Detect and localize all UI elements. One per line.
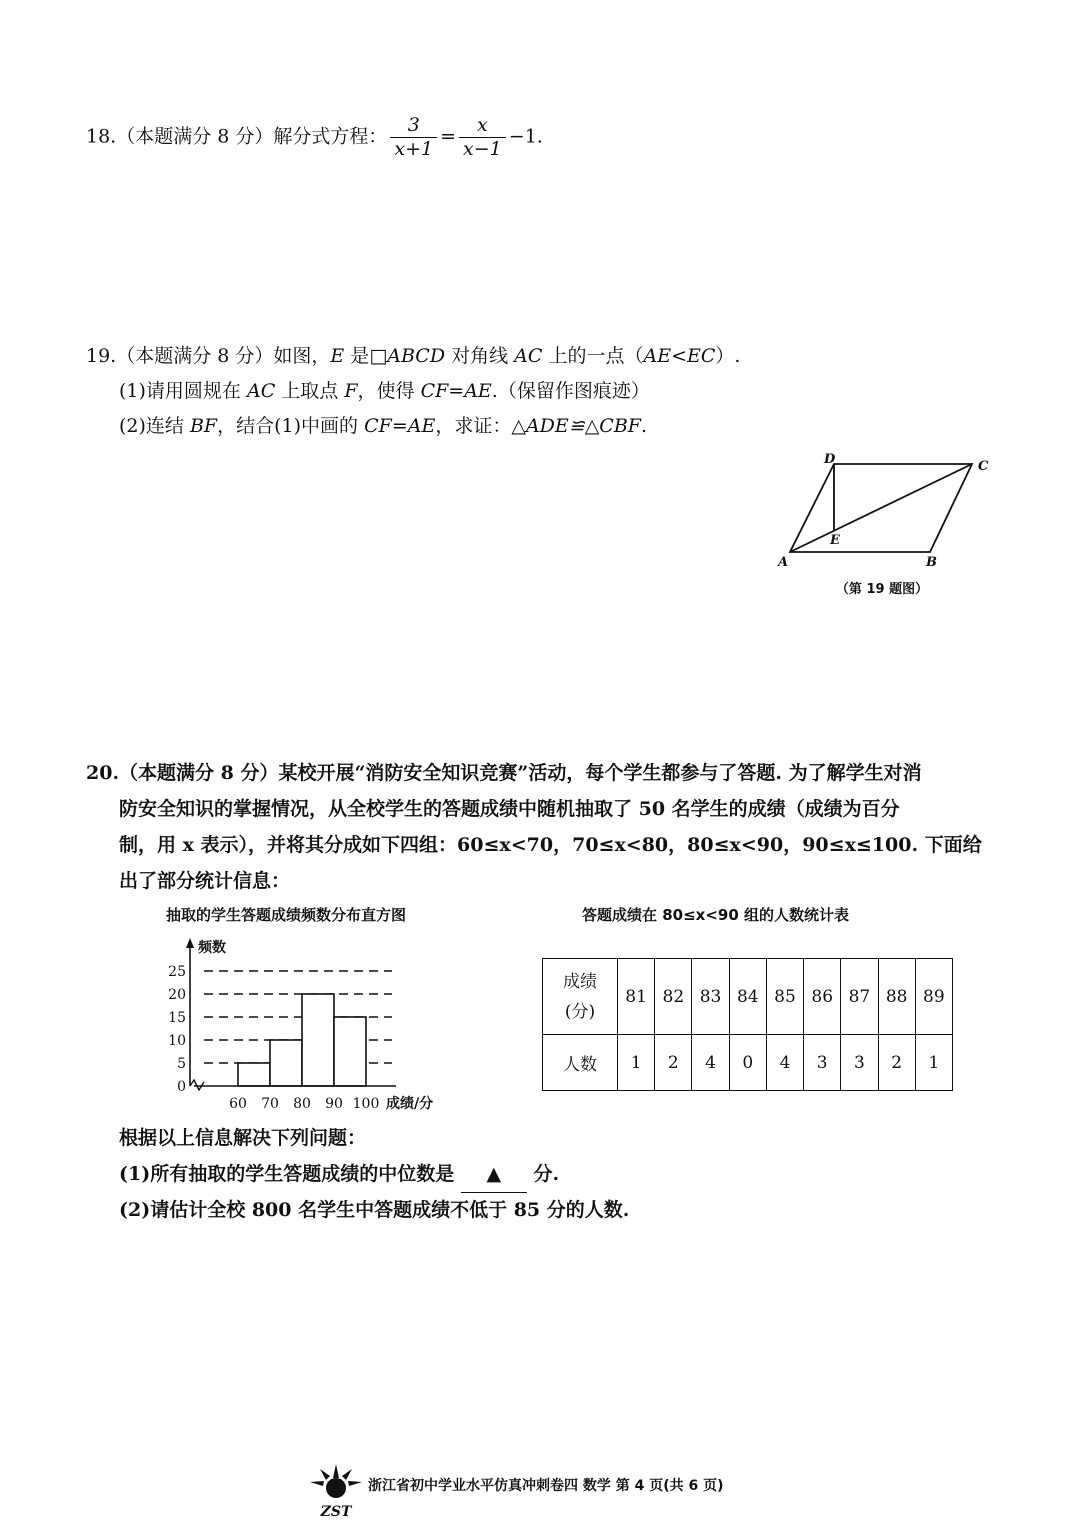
label-a: A — [778, 555, 789, 570]
q19-p1-equation: CF=AE — [420, 380, 492, 402]
question-20 — [86, 755, 922, 791]
y-tick-label: 20 — [168, 987, 186, 1003]
table-cell: 86 — [804, 959, 841, 1035]
table-cell: 0 — [729, 1035, 766, 1091]
q19-p2-text-d: . — [641, 415, 648, 437]
q18-text: 18.（本题满分 8 分）解分式方程： — [86, 125, 388, 148]
q19-point-e: E — [330, 345, 345, 367]
q19-figure — [760, 448, 1010, 608]
q19-condition: AE<EC — [643, 345, 716, 367]
axis-break — [190, 1080, 204, 1090]
question-19-part-1 — [119, 376, 650, 406]
q19-p1-segment: AC — [246, 380, 276, 402]
sub1-text: (1)所有抽取的学生答题成绩的中位数是 — [119, 1163, 455, 1185]
q19-p1-point-f: F — [344, 380, 358, 402]
publisher-logo — [304, 1462, 368, 1522]
histogram-bar — [302, 994, 334, 1086]
table-header-count: 人数 — [543, 1035, 618, 1091]
histogram-bar — [334, 1017, 366, 1086]
table-cell: 87 — [841, 959, 878, 1035]
table-cell: 1 — [618, 1035, 655, 1091]
table-cell: 4 — [692, 1035, 729, 1091]
table-cell: 1 — [915, 1035, 952, 1091]
sub-question-1 — [119, 1156, 559, 1193]
table-cell: 89 — [915, 959, 952, 1035]
q19-p2-congruence: △ADE≌△CBF — [511, 415, 641, 437]
q19-parallelogram: □ABCD — [369, 345, 446, 367]
histogram-bar — [238, 1063, 270, 1086]
fraction-2 — [459, 114, 506, 161]
table-row-counts — [543, 1035, 953, 1091]
table-cell: 82 — [655, 959, 692, 1035]
y-tick-label: 5 — [177, 1056, 186, 1072]
table-row-scores — [543, 959, 953, 1035]
y-tick-label: 0 — [177, 1079, 186, 1095]
q19-p2-text-b: ，结合(1)中画的 — [217, 415, 365, 437]
q18-suffix: −1. — [508, 125, 543, 148]
q19-text-e: ）. — [715, 345, 741, 367]
x-tick-label: 60 — [229, 1096, 247, 1110]
q19-text-d: 上的一点（ — [542, 345, 644, 367]
figure-caption: （第 19 题图） — [835, 582, 929, 597]
x-axis-label: 成绩/分 — [386, 1096, 434, 1110]
x-tick-label: 70 — [261, 1096, 279, 1110]
table-header-score — [543, 959, 618, 1035]
q19-p2-text-c: ，求证： — [435, 415, 512, 437]
q19-text-a: 19.（本题满分 8 分）如图， — [86, 345, 331, 367]
q19-p2-segment: BF — [189, 415, 218, 437]
header-score-line-2: (分) — [564, 1001, 596, 1022]
y-axis-arrow — [186, 938, 194, 948]
y-tick-label: 10 — [168, 1033, 186, 1049]
page-footer: 浙江省初中学业水平仿真冲刺卷四 数学 第 4 页(共 6 页) — [368, 1478, 724, 1494]
q19-p1-text-d: .（保留作图痕迹） — [491, 380, 650, 402]
question-18 — [86, 114, 543, 161]
y-tick-label: 25 — [168, 964, 186, 980]
fraction-2-denominator: x−1 — [463, 137, 502, 160]
label-d: D — [824, 452, 836, 467]
q19-p1-text-b: 上取点 — [275, 380, 345, 402]
header-score-line-1: 成绩 — [563, 971, 597, 992]
q19-p1-text-c: ，使得 — [357, 380, 421, 402]
table-cell: 83 — [692, 959, 729, 1035]
table-cell: 88 — [878, 959, 915, 1035]
label-b: B — [926, 555, 937, 570]
q19-p2-text-a: (2)连结 — [119, 415, 190, 437]
table-cell: 3 — [841, 1035, 878, 1091]
y-axis-label: 频数 — [198, 940, 226, 956]
fraction-2-numerator: x — [459, 114, 506, 138]
q19-text-b: 是 — [344, 345, 370, 367]
fraction-1-denominator: x+1 — [394, 137, 434, 160]
sub-question-2: (2)请估计全校 800 名学生中答题成绩不低于 85 分的人数. — [119, 1199, 630, 1221]
histogram-bar — [270, 1040, 302, 1086]
solve-intro: 根据以上信息解决下列问题： — [119, 1127, 367, 1149]
q19-segment-ac: AC — [514, 345, 543, 367]
y-tick-label: 15 — [168, 1010, 186, 1026]
q19-p1-text-a: (1)请用圆规在 — [119, 380, 247, 402]
question-19-part-2 — [119, 411, 647, 441]
table-cell: 81 — [618, 959, 655, 1035]
diagonal-ac — [790, 464, 972, 552]
q20-line-3: 制，用 x 表示），并将其分成如下四组：60≤x<70，70≤x<80，80≤x<90，90≤x≤100. 下面给 — [119, 834, 982, 856]
answer-blank: ▲ — [461, 1156, 527, 1193]
table-cell: 2 — [878, 1035, 915, 1091]
fraction-1 — [390, 114, 437, 161]
q19-text-c: 对角线 — [445, 345, 515, 367]
table-cell: 4 — [766, 1035, 803, 1091]
q20-line-4: 出了部分统计信息： — [119, 870, 291, 892]
x-tick-label: 80 — [293, 1096, 311, 1110]
x-tick-label: 90 — [325, 1096, 343, 1110]
logo-text: ZST — [320, 1504, 352, 1520]
table-cell: 84 — [729, 959, 766, 1035]
label-e: E — [830, 533, 840, 548]
histogram-title: 抽取的学生答题成绩频数分布直方图 — [166, 906, 407, 924]
table-cell: 2 — [655, 1035, 692, 1091]
score-count-table — [542, 958, 953, 1091]
sub1-unit: 分. — [533, 1163, 560, 1185]
label-c: C — [978, 459, 989, 474]
question-19-line-1 — [86, 341, 740, 371]
equals-sign: = — [440, 125, 457, 148]
q20-line-2: 防安全知识的掌握情况，从全校学生的答题成绩中随机抽取了 50 名学生的成绩（成绩为百分 — [119, 798, 900, 820]
table-title: 答题成绩在 80≤x<90 组的人数统计表 — [582, 906, 850, 924]
x-tick-label: 100 — [352, 1096, 380, 1110]
q19-p2-equation: CF=AE — [364, 415, 436, 437]
table-cell: 85 — [766, 959, 803, 1035]
histogram-chart — [160, 930, 470, 1110]
table-cell: 3 — [804, 1035, 841, 1091]
fraction-1-numerator: 3 — [390, 114, 437, 138]
question-20-body — [119, 791, 982, 899]
q20-line-1: 20.（本题满分 8 分）某校开展“消防安全知识竞赛”活动，每个学生都参与了答题. 为了解学生对消 — [86, 762, 922, 784]
